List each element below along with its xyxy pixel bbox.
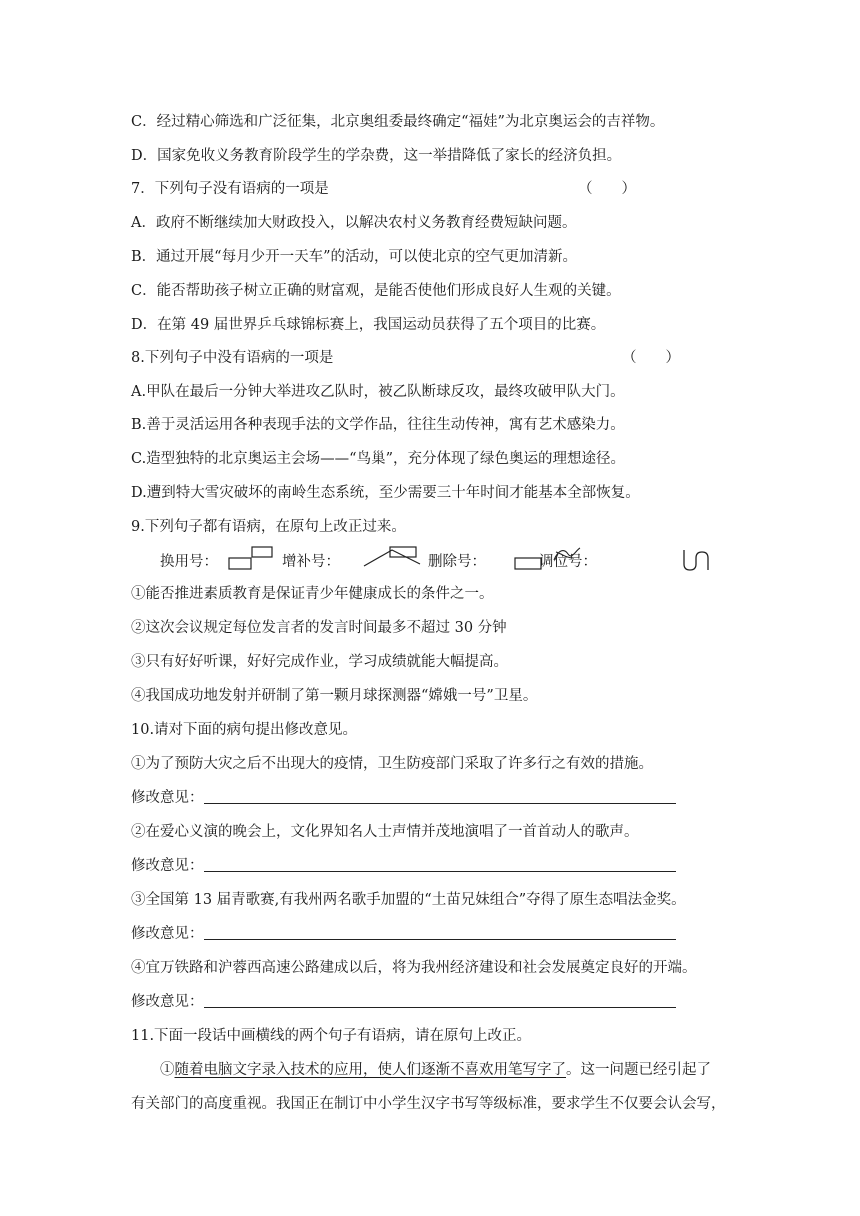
q11-paragraph-rest: 。这一问题已经引起了 bbox=[566, 1062, 711, 1078]
replace-symbol-label: 换用号： bbox=[160, 554, 218, 570]
q8-stem: 8.下列句子中没有语病的一项是 bbox=[131, 350, 334, 366]
swap-symbol-label: 调位号： bbox=[539, 554, 597, 570]
q7-stem: 7．下列句子没有语病的一项是 bbox=[131, 181, 329, 197]
q9-stem: 9.下列句子都有语病，在原句上改正过来。 bbox=[131, 519, 406, 535]
q7-option-d: D．在第 49 届世界乒乓球锦标赛上，我国运动员获得了五个项目的比赛。 bbox=[131, 317, 606, 333]
q10-revise-label-1: 修改意见： bbox=[131, 790, 204, 806]
q8-option-d: D.遭到特大雪灾破坏的南岭生态系统，至少需要三十年时间才能基本全部恢复。 bbox=[131, 485, 640, 501]
q6-option-d: D．国家免收义务教育阶段学生的学杂费，这一举措降低了家长的经济负担。 bbox=[131, 148, 622, 164]
q10-sentence-1: ①为了预防大灾之后不出现大的疫情，卫生防疫部门采取了许多行之有效的措施。 bbox=[131, 756, 653, 772]
delete-symbol-label: 删除号： bbox=[428, 554, 486, 570]
q6-option-c: C．经过精心筛选和广泛征集，北京奥组委最终确定“福娃”为北京奥运会的吉祥物。 bbox=[131, 114, 665, 130]
q11-underlined-sentence-1: 随着电脑文字录入技术的应用，使人们逐渐不喜欢用笔写字了 bbox=[174, 1062, 566, 1078]
q8-answer-paren: （ ） bbox=[622, 350, 680, 366]
add-mark-icon bbox=[362, 546, 422, 572]
q9-sentence-3: ③只有好好听课，好好完成作业，学习成绩就能大幅提高。 bbox=[131, 654, 508, 670]
q11-paragraph-line-1 bbox=[160, 1060, 711, 1080]
q10-answer-line-2[interactable] bbox=[204, 871, 676, 872]
q10-answer-line-3[interactable] bbox=[204, 939, 676, 940]
q10-revise-label-2: 修改意见： bbox=[131, 858, 204, 874]
q7-answer-paren: （ ） bbox=[578, 181, 636, 197]
q8-option-a: A.甲队在最后一分钟大举进攻乙队时，被乙队断球反攻，最终攻破甲队大门。 bbox=[131, 384, 625, 400]
q10-sentence-3: ③全国第 13 届青歌赛,有我州两名歌手加盟的“土苗兄妹组合”夺得了原生态唱法金奖。 bbox=[131, 892, 686, 908]
q9-sentence-2: ②这次会议规定每位发言者的发言时间最多不超过 30 分钟 bbox=[131, 620, 507, 636]
q7-option-c: C．能否帮助孩子树立正确的财富观，是能否使他们形成良好人生观的关键。 bbox=[131, 283, 621, 299]
q10-answer-line-1[interactable] bbox=[204, 803, 676, 804]
correction-symbols-legend bbox=[0, 546, 860, 576]
swap-mark-icon bbox=[682, 548, 722, 572]
q7-option-a: A．政府不断继续加大财政投入，以解决农村义务教育经费短缺问题。 bbox=[131, 215, 577, 231]
q9-sentence-4: ④我国成功地发射并研制了第一颗月球探测器“嫦娥一号”卫星。 bbox=[131, 688, 538, 704]
delete-mark-icon bbox=[514, 546, 582, 572]
q11-stem: 11.下面一段话中画横线的两个句子有语病，请在原句上改正。 bbox=[131, 1028, 532, 1044]
q10-sentence-2: ②在爱心义演的晚会上，文化界知名人士声情并茂地演唱了一首首动人的歌声。 bbox=[131, 824, 639, 840]
q7-option-b: B．通过开展“每月少开一天车”的活动，可以使北京的空气更加清新。 bbox=[131, 249, 577, 265]
q11-paragraph-line-2: 有关部门的高度重视。我国正在制订中小学生汉字书写等级标准，要求学生不仅要会认会写， bbox=[131, 1096, 726, 1112]
q10-answer-line-4[interactable] bbox=[204, 1007, 676, 1008]
replace-mark-icon bbox=[228, 546, 274, 572]
q10-revise-label-3: 修改意见： bbox=[131, 926, 204, 942]
q9-sentence-1: ①能否推进素质教育是保证青少年健康成长的条件之一。 bbox=[131, 586, 494, 602]
q10-revise-label-4: 修改意见： bbox=[131, 994, 204, 1010]
q10-sentence-4: ④宜万铁路和沪蓉西高速公路建成以后，将为我州经济建设和社会发展奠定良好的开端。 bbox=[131, 960, 697, 976]
q8-option-b: B.善于灵活运用各种表现手法的文学作品，往往生动传神，寓有艺术感染力。 bbox=[131, 417, 625, 433]
q11-sentence-marker: ① bbox=[160, 1062, 175, 1078]
q8-option-c: C.造型独特的北京奥运主会场——“鸟巢”，充分体现了绿色奥运的理想途径。 bbox=[131, 451, 626, 467]
q10-stem: 10.请对下面的病句提出修改意见。 bbox=[131, 722, 358, 738]
add-symbol-label: 增补号： bbox=[282, 554, 340, 570]
